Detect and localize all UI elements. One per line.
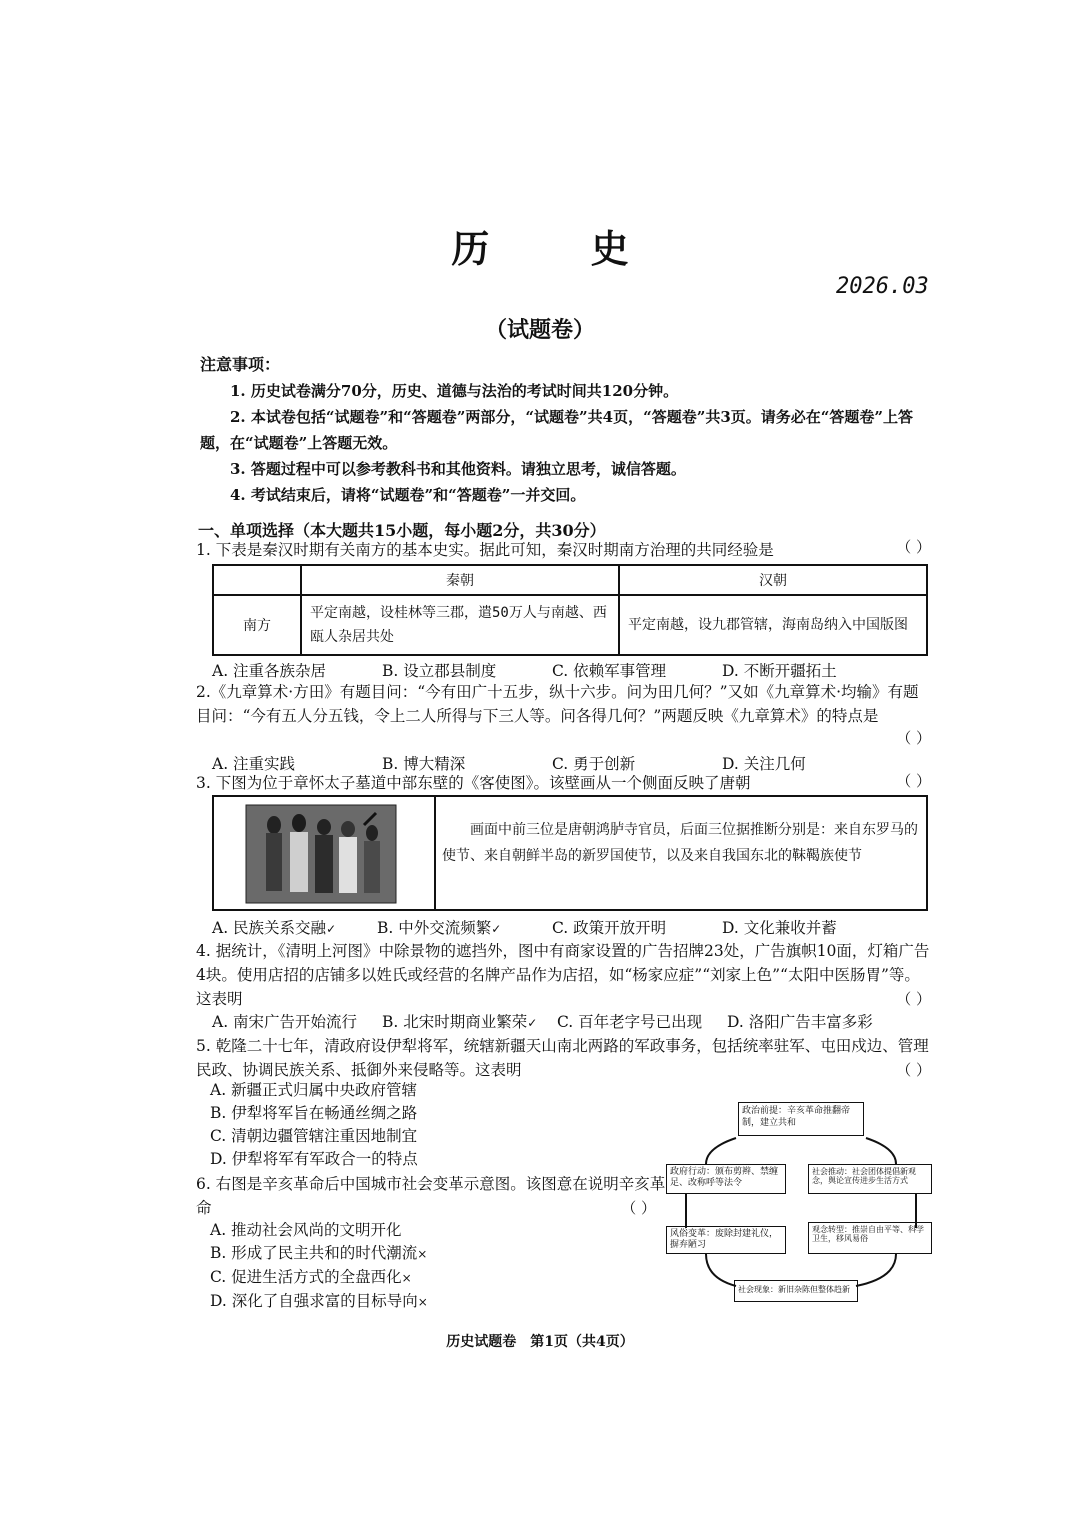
table-header-han: 汉朝 [619, 565, 927, 595]
notice-item: 2. 本试卷包括“试题卷”和“答题卷”两部分，“试题卷”共4页，“答题卷”共3页。请务必在“答题卷”上答题，在“试题卷”上答题无效。 [200, 408, 914, 452]
exam-date: 2026.03 [836, 274, 929, 299]
option-a[interactable]: A. 南宋广告开始流行 [212, 1013, 358, 1031]
question-text: 4. 据统计，《清明上河图》中除景物的遮挡外，图中有商家设置的广告招牌23处，广告旗帜10面，灯箱广告4块。使用店招的店铺多以姓氏或经营的名牌产品作为店招，如“杨家应症”“刘家上色”“太阳中医肠胃”等。这表明 [196, 942, 930, 1008]
question-5-stem [196, 1034, 931, 1082]
diagram-box-left: 政府行动：颁布剪辫、禁缠足、改称呼等法令 [666, 1164, 786, 1194]
option-c[interactable]: C. 依赖军事管理 [552, 662, 667, 680]
option-c[interactable]: C. 政策开放开明 [552, 919, 667, 937]
diagram-box-bottom: 社会现象：新旧杂陈但整体趋新 [734, 1280, 858, 1302]
question-6-options [210, 1219, 428, 1314]
option-b[interactable] [210, 1242, 428, 1266]
option-d[interactable]: D. 文化兼收并蓄 [722, 919, 837, 937]
notice-item: 4. 考试结束后，请将“试题卷”和“答题卷”一并交回。 [230, 486, 586, 504]
option-d[interactable] [210, 1290, 428, 1314]
option-c[interactable] [210, 1266, 428, 1290]
option-b[interactable]: B. 博大精深 [382, 755, 466, 773]
mural-image-cell [214, 797, 436, 909]
notice-heading: 注意事项： [200, 355, 281, 374]
question-text: 6. 右图是辛亥革命后中国城市社会变革示意图。该图意在说明辛亥革命 [196, 1175, 666, 1217]
table-cell-qin: 平定南越，设桂林等三郡，遣50万人与南越、西瓯人杂居共处 [301, 595, 619, 655]
figure-caption: 画面中前三位是唐朝鸿胪寺官员，后面三位据推断分别是：来自东罗马的使节、来自朝鲜半岛的新罗国使节，以及来自我国东北的靺鞨族使节 [442, 822, 918, 864]
option-a[interactable]: A. 推动社会风尚的文明开化 [210, 1221, 402, 1239]
cross-mark: × [401, 1271, 412, 1285]
notice-item: 3. 答题过程中可以参考教科书和其他资料。请独立思考，诚信答题。 [230, 460, 686, 478]
option-text: B. 北宋时期商业繁荣 [382, 1013, 528, 1031]
question-3-options [212, 916, 932, 938]
table-row-label: 南方 [213, 595, 301, 655]
option-d[interactable]: D. 伊犁将军有军政合一的特点 [210, 1150, 418, 1168]
option-b[interactable]: B. 设立郡县制度 [382, 662, 497, 680]
envoy-mural-image [214, 797, 434, 909]
option-text: A. 民族关系交融 [212, 919, 327, 937]
check-mark: ✓ [491, 922, 502, 936]
check-mark: ✓ [527, 1016, 538, 1030]
option-a[interactable]: A. 注重实践 [212, 755, 296, 773]
notice-list [200, 378, 930, 508]
option-b[interactable] [382, 1010, 557, 1032]
option-c[interactable]: C. 清朝边疆管辖注重因地制宜 [210, 1127, 418, 1145]
option-d[interactable]: D. 不断开疆拓土 [722, 662, 837, 680]
page-footer: 历史试题卷 第1页（共4页） [446, 1334, 634, 1350]
cross-mark: × [417, 1247, 428, 1261]
option-text: D. 深化了自强求富的目标导向 [210, 1292, 418, 1310]
question-1-stem [196, 538, 931, 562]
option-c[interactable]: C. 百年老字号已出现 [557, 1013, 703, 1031]
check-mark: ✓ [326, 922, 337, 936]
question-3-figure-box [212, 795, 928, 911]
option-a[interactable]: A. 新疆正式归属中央政府管辖 [210, 1081, 418, 1099]
option-b[interactable] [377, 916, 552, 938]
option-text: B. 中外交流频繁 [377, 919, 492, 937]
answer-blank: （ ） [896, 729, 931, 747]
question-5-options [210, 1079, 418, 1171]
answer-blank: （ ） [896, 772, 931, 790]
notice-item: 1. 历史试卷满分70分，历史、道德与法治的考试时间共120分钟。 [230, 382, 679, 400]
question-text: 3. 下图为位于章怀太子墓道中部东壁的《客使图》。该壁画从一个侧面反映了唐朝 [196, 774, 751, 792]
answer-blank: （ ） [896, 538, 931, 556]
diagram-box-right-2: 观念转型：推崇自由平等、科学卫生，移风易俗 [808, 1222, 932, 1254]
question-2-stem [196, 680, 931, 747]
question-1-table [212, 564, 928, 656]
question-3-stem [196, 771, 931, 795]
option-c[interactable]: C. 勇于创新 [552, 755, 636, 773]
diagram-box-top: 政治前提：辛亥革命推翻帝制，建立共和 [738, 1102, 864, 1136]
page-title: 历 史 [451, 226, 673, 271]
answer-blank: （ ） [896, 990, 931, 1008]
answer-blank: （ ） [896, 1061, 931, 1079]
option-b[interactable]: B. 伊犁将军旨在畅通丝绸之路 [210, 1104, 418, 1122]
question-text: 1. 下表是秦汉时期有关南方的基本史实。据此可知，秦汉时期南方治理的共同经验是 [196, 541, 774, 559]
diagram-box-left-2: 风俗变革：废除封建礼仪，摒弃陋习 [666, 1226, 786, 1254]
question-text: 5. 乾隆二十七年，清政府设伊犁将军，统辖新疆天山南北两路的军政事务，包括统率驻军、屯田戍边、管理民政、协调民族关系、抵御外来侵略等。这表明 [196, 1037, 929, 1079]
question-4-options [212, 1010, 932, 1032]
option-a[interactable]: A. 注重各族杂居 [212, 662, 327, 680]
question-4-stem [196, 939, 931, 1011]
option-text: B. 形成了民主共和的时代潮流 [210, 1244, 418, 1262]
option-d[interactable]: D. 洛阳广告丰富多彩 [727, 1013, 873, 1031]
option-d[interactable]: D. 关注几何 [722, 755, 806, 773]
diagram-box-right: 社会推动：社会团体提倡新观念，舆论宣传进步生活方式 [808, 1164, 932, 1194]
section-heading: 一、单项选择（本大题共15小题，每小题2分，共30分） [198, 521, 606, 540]
question-6-stem [196, 1172, 666, 1220]
table-cell-han: 平定南越，设九郡管辖，海南岛纳入中国版图 [619, 595, 927, 655]
subtitle: （试题卷） [484, 317, 595, 343]
option-a[interactable] [212, 916, 377, 938]
answer-blank: （ ） [621, 1199, 656, 1217]
question-1-options [212, 659, 932, 681]
table-corner-cell [213, 565, 301, 595]
question-text: 2.《九章算术·方田》有题目问：“今有田广十五步，纵十六步。问为田几何？”又如《九章算术·均输》有题目问：“今有五人分五钱，令上二人所得与下三人等。问各得几何？”两题反映《九章算术》的特点是 [196, 683, 919, 725]
cross-mark: × [417, 1295, 428, 1309]
table-header-qin: 秦朝 [301, 565, 619, 595]
option-text: C. 促进生活方式的全盘西化 [210, 1268, 402, 1286]
revolution-diagram [666, 1098, 936, 1308]
